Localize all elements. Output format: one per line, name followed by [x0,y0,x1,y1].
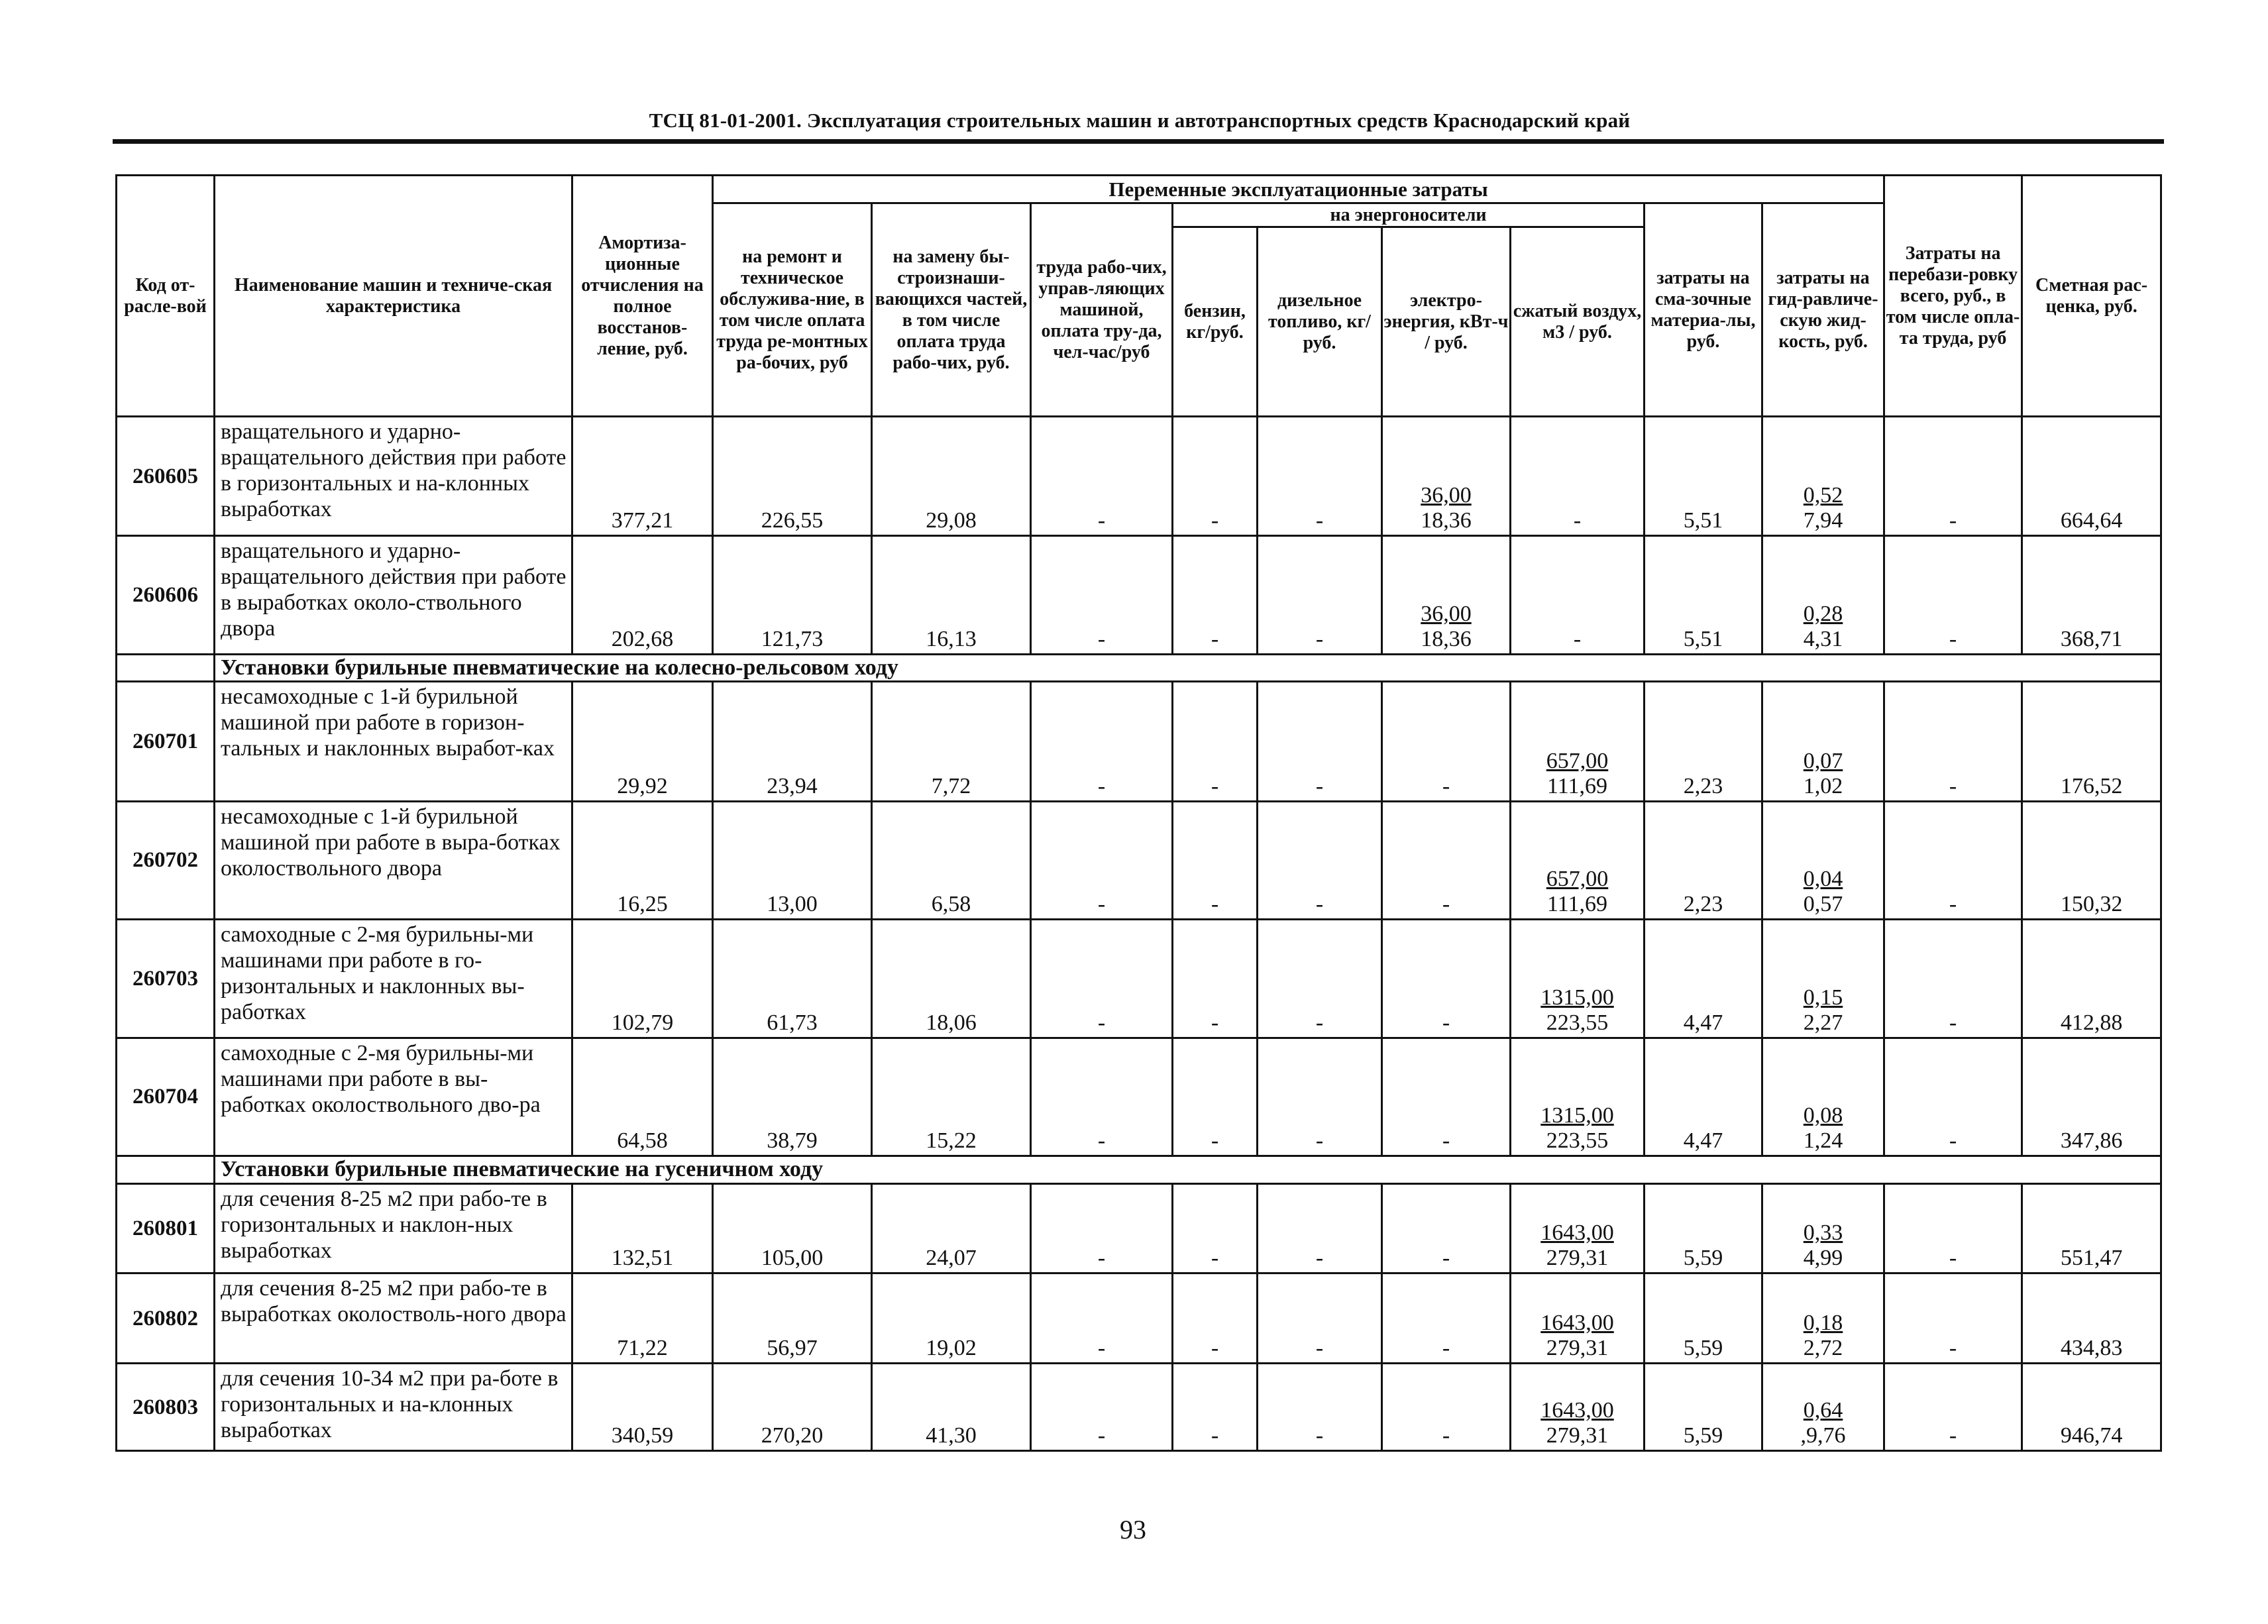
row-labor: - [1031,536,1173,654]
table-row [117,801,2161,919]
row-electric [1382,1038,1511,1156]
row-repair: 13,00 [713,801,872,919]
row-repair: 56,97 [713,1273,872,1364]
table-body-group-1 [117,417,2161,655]
row-gasoline: - [1173,920,1258,1038]
header-variable-costs: Переменные эксплуатационные затраты [713,176,1884,203]
row-name: вращательного и ударно-вращательного действия при работе в выработках около-ствольного двора [215,536,572,654]
row-gasoline: - [1173,536,1258,654]
row-air [1511,1038,1645,1156]
row-air-norm: 1643,00 [1540,1220,1614,1246]
row-air-norm: 1315,00 [1540,985,1614,1010]
row-amortization: 377,21 [572,417,713,536]
row-relocation: - [1884,417,2022,536]
header-air: сжатый воздух, м3 / руб. [1511,227,1645,417]
header-electric: электро-энергия, кВт-ч / руб. [1382,227,1511,417]
row-code: 260702 [117,801,215,919]
row-air-norm: 1315,00 [1540,1103,1614,1128]
row-amortization: 64,58 [572,1038,713,1156]
row-gasoline: - [1173,1273,1258,1364]
row-estimate: 150,32 [2022,801,2161,919]
table-row [117,536,2161,654]
row-hydraulic-price: 2,27 [1803,1010,1843,1035]
row-name: несамоходные с 1-й бурильной машиной при работе в горизон-тальных и наклонных выработ-ках [215,682,572,801]
row-lubricant: 2,23 [1645,682,1762,801]
row-air [1511,682,1645,801]
page-number: 93 [1120,1515,1146,1544]
row-electric-price: - [1442,1423,1450,1448]
row-diesel: - [1258,1364,1382,1451]
row-air-price: 279,31 [1546,1246,1609,1271]
row-air [1511,417,1645,536]
row-code: 260605 [117,417,215,536]
section-wheel-group [117,654,2161,682]
table-header [117,176,2161,417]
row-electric [1382,920,1511,1038]
row-replacement: 6,58 [872,801,1031,919]
row-relocation: - [1884,1273,2022,1364]
table-row [117,682,2161,801]
row-estimate: 551,47 [2022,1183,2161,1273]
row-gasoline: - [1173,682,1258,801]
row-amortization: 340,59 [572,1364,713,1451]
row-hydraulic-price: 2,72 [1803,1336,1843,1361]
row-relocation: - [1884,1183,2022,1273]
row-air-price: 223,55 [1546,1010,1609,1035]
row-estimate: 434,83 [2022,1273,2161,1364]
row-hydraulic-price: 0,57 [1803,892,1843,917]
row-repair: 38,79 [713,1038,872,1156]
row-labor: - [1031,417,1173,536]
row-estimate: 176,52 [2022,682,2161,801]
row-air-price: 279,31 [1546,1336,1609,1361]
row-hydraulic [1762,1273,1884,1364]
row-lubricant: 5,51 [1645,536,1762,654]
header-relocation: Затраты на перебази-ровку всего, руб., в том числе опла-та труда, руб [1884,176,2022,417]
header-amortization: Амортиза-ционные отчисления на полное восстанов-ление, руб. [572,176,713,417]
row-air-norm: 1643,00 [1540,1398,1614,1423]
row-electric-price: - [1442,1128,1450,1153]
row-hydraulic [1762,1364,1884,1451]
row-code: 260802 [117,1273,215,1364]
row-electric [1382,682,1511,801]
row-amortization: 202,68 [572,536,713,654]
row-name: вращательного и ударно-вращательного действия при работе в горизонтальных и на-клонных выработках [215,417,572,536]
page-header-title: ТСЦ 81-01-2001. Эксплуатация строительных машин и автотранспортных средств Краснодарский край [649,109,1631,132]
header-name: Наименование машин и техниче-ская характеристика [215,176,572,417]
row-hydraulic-norm: 0,07 [1803,748,1843,773]
table-body-group-2 [117,682,2161,1156]
row-relocation: - [1884,536,2022,654]
row-relocation: - [1884,682,2022,801]
row-air [1511,1183,1645,1273]
machine-cost-table [115,174,2162,1452]
row-hydraulic [1762,417,1884,536]
table-row [117,1273,2161,1364]
row-electric-price: - [1442,773,1450,798]
table-row [117,920,2161,1038]
row-name: для сечения 8-25 м2 при рабо-те в горизонтальных и наклон-ных выработках [215,1183,572,1273]
row-gasoline: - [1173,1364,1258,1451]
row-hydraulic-price: 7,94 [1803,508,1843,533]
row-code: 260803 [117,1364,215,1451]
header-lubricant: затраты на сма-зочные материа-лы, руб. [1645,203,1762,417]
section-title-wheel: Установки бурильные пневматические на колесно-рельсовом ходу [215,654,2161,682]
row-hydraulic [1762,1038,1884,1156]
row-air-price: - [1573,508,1582,533]
row-hydraulic-norm: 0,64 [1803,1398,1843,1423]
header-divider [113,139,2164,144]
row-relocation: - [1884,801,2022,919]
row-hydraulic-norm: 0,15 [1803,985,1843,1010]
row-hydraulic-norm: 0,18 [1803,1311,1843,1336]
row-diesel: - [1258,417,1382,536]
row-hydraulic-price: 4,31 [1803,626,1843,651]
row-air-norm: 1643,00 [1540,1311,1614,1336]
row-air [1511,536,1645,654]
row-repair: 226,55 [713,417,872,536]
row-estimate: 412,88 [2022,920,2161,1038]
row-replacement: 15,22 [872,1038,1031,1156]
row-estimate: 664,64 [2022,417,2161,536]
row-air [1511,801,1645,919]
row-air-price: - [1573,626,1582,651]
row-labor: - [1031,1273,1173,1364]
row-replacement: 7,72 [872,682,1031,801]
row-gasoline: - [1173,1038,1258,1156]
row-relocation: - [1884,920,2022,1038]
row-lubricant: 5,59 [1645,1273,1762,1364]
header-hydraulic: затраты на гид-равличе-скую жид-кость, руб. [1762,203,1884,417]
row-diesel: - [1258,1273,1382,1364]
row-amortization: 71,22 [572,1273,713,1364]
row-electric [1382,801,1511,919]
section-track-group [117,1156,2161,1183]
row-hydraulic-price: 4,99 [1803,1246,1843,1271]
row-electric [1382,1364,1511,1451]
row-replacement: 29,08 [872,417,1031,536]
table-row [117,1183,2161,1273]
row-lubricant: 5,59 [1645,1183,1762,1273]
row-hydraulic-norm: 0,52 [1803,483,1843,508]
row-air [1511,1364,1645,1451]
row-diesel: - [1258,801,1382,919]
row-repair: 270,20 [713,1364,872,1451]
header-code: Код от-расле-вой [117,176,215,417]
row-amortization: 102,79 [572,920,713,1038]
row-air [1511,920,1645,1038]
row-hydraulic-norm: 0,33 [1803,1220,1843,1246]
row-code: 260801 [117,1183,215,1273]
row-replacement: 16,13 [872,536,1031,654]
row-name: для сечения 8-25 м2 при рабо-те в выработках околостволь-ного двора [215,1273,572,1364]
row-relocation: - [1884,1038,2022,1156]
row-repair: 121,73 [713,536,872,654]
row-lubricant: 5,59 [1645,1364,1762,1451]
row-labor: - [1031,801,1173,919]
row-electric-price: 18,36 [1421,508,1472,533]
row-gasoline: - [1173,801,1258,919]
row-hydraulic-price: 1,02 [1803,773,1843,798]
row-name: самоходные с 2-мя бурильны-ми машинами при работе в го-ризонтальных и наклонных вы-работках [215,920,572,1038]
row-labor: - [1031,1183,1173,1273]
row-electric-price: 18,36 [1421,626,1472,651]
row-hydraulic-price: ,9,76 [1800,1423,1846,1448]
row-lubricant: 2,23 [1645,801,1762,919]
table-body-group-3 [117,1183,2161,1450]
table-row [117,1364,2161,1451]
row-lubricant: 4,47 [1645,1038,1762,1156]
row-electric-price: - [1442,892,1450,917]
row-electric-norm: 36,00 [1421,483,1472,508]
header-labor: труда рабо-чих, управ-ляющих машиной, оплата тру-да, чел-час/руб [1031,203,1173,417]
row-air-price: 111,69 [1547,773,1607,798]
row-diesel: - [1258,682,1382,801]
table-row [117,417,2161,536]
row-electric [1382,1183,1511,1273]
row-air-norm: 657,00 [1546,748,1609,773]
row-hydraulic-norm: 0,04 [1803,867,1843,892]
row-repair: 61,73 [713,920,872,1038]
row-diesel: - [1258,1038,1382,1156]
header-repair: на ремонт и техническое обслужива-ние, в том числе оплата труда ре-монтных ра-бочих, руб [713,203,872,417]
row-amortization: 29,92 [572,682,713,801]
row-electric-price: - [1442,1010,1450,1035]
row-air-price: 223,55 [1546,1128,1609,1153]
row-air-price: 279,31 [1546,1423,1609,1448]
row-labor: - [1031,1038,1173,1156]
row-repair: 23,94 [713,682,872,801]
row-air [1511,1273,1645,1364]
row-hydraulic [1762,682,1884,801]
row-replacement: 18,06 [872,920,1031,1038]
row-hydraulic-norm: 0,08 [1803,1103,1843,1128]
row-hydraulic [1762,1183,1884,1273]
header-replacement: на замену бы-строизнаши-вающихся частей, в том числе оплата труда рабо-чих, руб. [872,203,1031,417]
row-gasoline: - [1173,417,1258,536]
row-labor: - [1031,920,1173,1038]
row-lubricant: 4,47 [1645,920,1762,1038]
header-estimate: Сметная рас-ценка, руб. [2022,176,2161,417]
row-estimate: 347,86 [2022,1038,2161,1156]
table-row [117,1038,2161,1156]
row-code: 260606 [117,536,215,654]
row-labor: - [1031,682,1173,801]
row-electric-price: - [1442,1246,1450,1271]
row-gasoline: - [1173,1183,1258,1273]
row-hydraulic [1762,801,1884,919]
row-labor: - [1031,1364,1173,1451]
row-amortization: 132,51 [572,1183,713,1273]
row-electric [1382,536,1511,654]
row-diesel: - [1258,1183,1382,1273]
row-electric [1382,417,1511,536]
section-title-track: Установки бурильные пневматические на гусеничном ходу [215,1156,2161,1183]
row-hydraulic [1762,536,1884,654]
row-electric-norm: 36,00 [1421,601,1472,626]
row-estimate: 368,71 [2022,536,2161,654]
row-diesel: - [1258,920,1382,1038]
row-name: несамоходные с 1-й бурильной машиной при работе в выра-ботках околоствольного двора [215,801,572,919]
row-code: 260701 [117,682,215,801]
section-code-empty [117,654,215,682]
row-lubricant: 5,51 [1645,417,1762,536]
header-diesel: дизельное топливо, кг/руб. [1258,227,1382,417]
row-electric [1382,1273,1511,1364]
row-hydraulic [1762,920,1884,1038]
row-code: 260703 [117,920,215,1038]
row-name: для сечения 10-34 м2 при ра-боте в горизонтальных и на-клонных выработках [215,1364,572,1451]
row-relocation: - [1884,1364,2022,1451]
row-replacement: 41,30 [872,1364,1031,1451]
row-amortization: 16,25 [572,801,713,919]
row-estimate: 946,74 [2022,1364,2161,1451]
row-hydraulic-price: 1,24 [1803,1128,1843,1153]
row-air-price: 111,69 [1547,892,1607,917]
row-replacement: 19,02 [872,1273,1031,1364]
header-energy: на энергоносители [1173,203,1645,227]
section-code-empty [117,1156,215,1183]
row-air-norm: 657,00 [1546,867,1609,892]
row-hydraulic-norm: 0,28 [1803,601,1843,626]
row-replacement: 24,07 [872,1183,1031,1273]
row-electric-price: - [1442,1336,1450,1361]
row-repair: 105,00 [713,1183,872,1273]
header-gasoline: бензин, кг/руб. [1173,227,1258,417]
row-name: самоходные с 2-мя бурильны-ми машинами при работе в вы-работках околоствольного дво-ра [215,1038,572,1156]
row-diesel: - [1258,536,1382,654]
row-code: 260704 [117,1038,215,1156]
